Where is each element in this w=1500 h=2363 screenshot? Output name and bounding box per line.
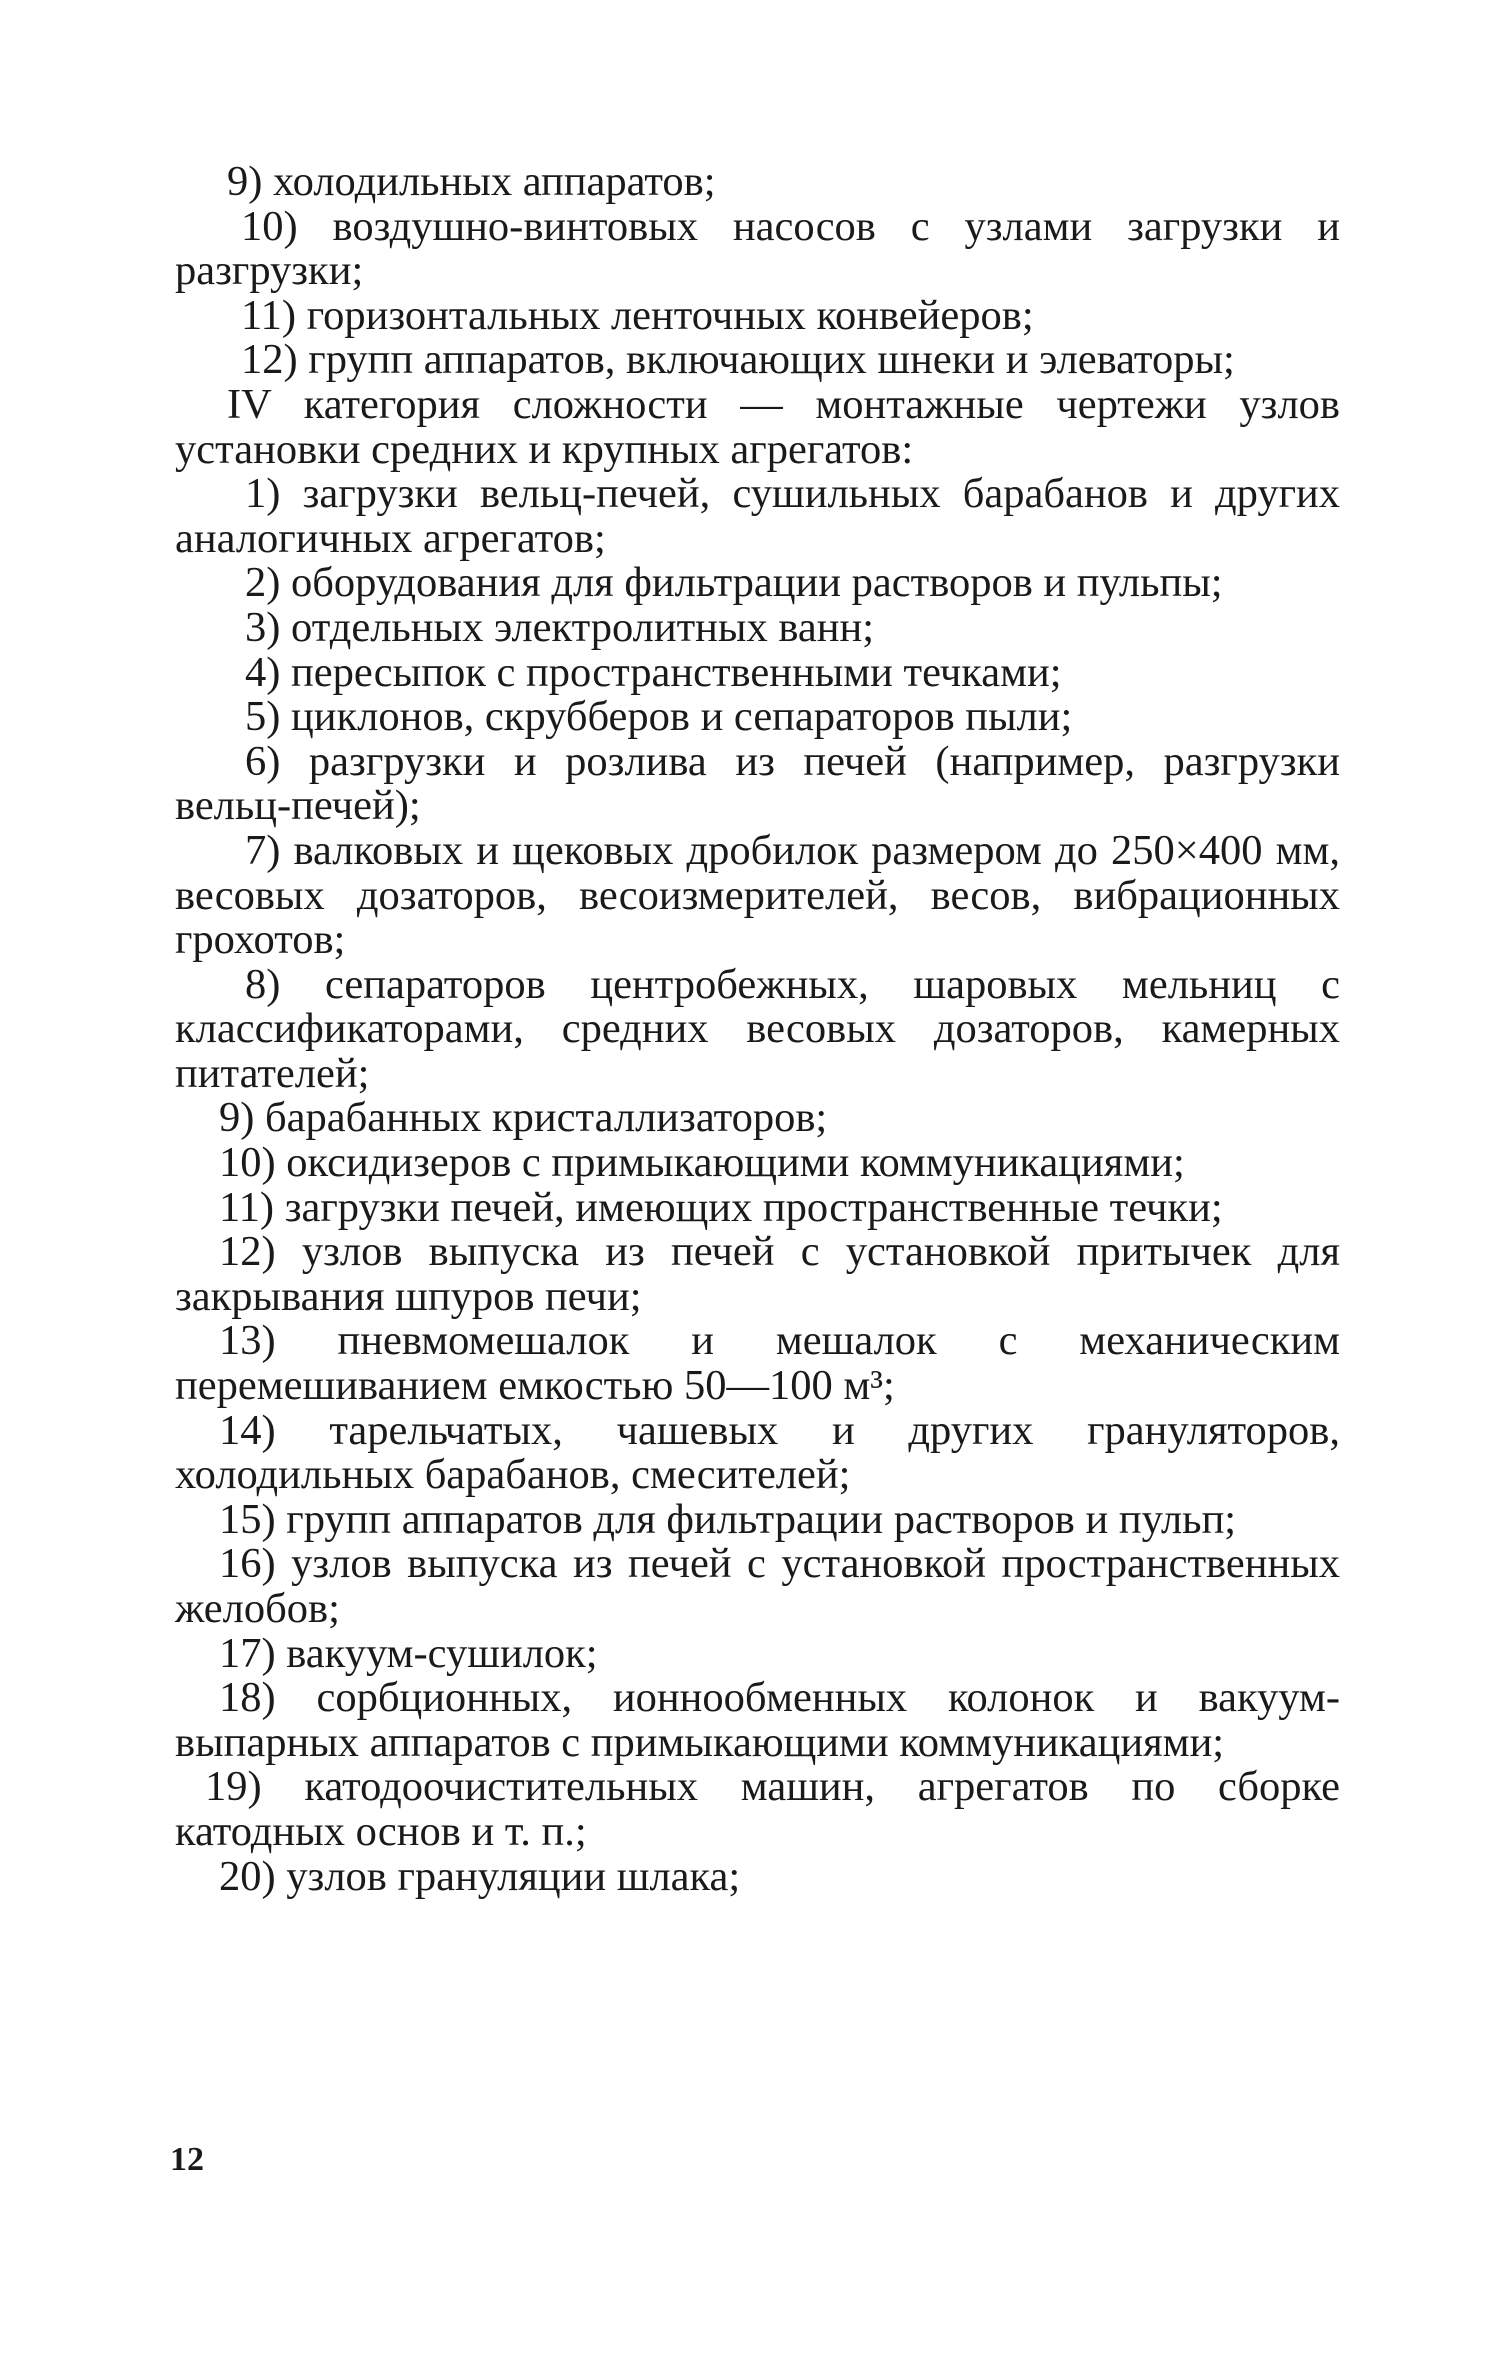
page-number: 12 (170, 2141, 204, 2178)
list-item: 16) узлов выпуска из печей с установкой пространственных желобов; (175, 1540, 1340, 1632)
list-item: 11) загрузки печей, имеющих пространственные течки; (219, 1183, 1223, 1231)
list-item: 19) катодоочистительных машин, агрегатов по сборке катодных основ и т. п.; (175, 1763, 1340, 1855)
list-item: 20) узлов грануляции шлака; (219, 1852, 741, 1900)
list-item: 3) отдельных электролитных ванн; (245, 603, 875, 651)
list-item: 1) загрузки вельц-печей, сушильных барабанов и других аналогичных агрегатов; (175, 470, 1340, 562)
list-item: 9) холодильных аппаратов; (227, 158, 716, 205)
list-item: 8) сепараторов центробежных, шаровых мельниц с классификаторами, средних весовых дозаторов, камерных питателей; (175, 960, 1340, 1097)
list-item: 6) разгрузки и розлива из печей (например, разгрузки вельц-печей); (175, 737, 1340, 830)
list-item: 2) оборудования для фильтрации растворов и пульпы; (245, 559, 1223, 607)
list-item: 10) оксидизеров с примыкающими коммуникациями; (219, 1139, 1185, 1187)
list-item: 18) сорбционных, ионнообменных колонок и вакуум-выпарных аппаратов с примыкающими коммуникациями; (175, 1674, 1340, 1766)
list-item: 7) валковых и щековых дробилок размером до 250×400 мм, весовых дозаторов, весоизмерителей, весов, вибрационных грохотов; (175, 826, 1340, 964)
list-item: 11) горизонтальных ленточных конвейеров; (241, 291, 1034, 339)
list-item: 15) групп аппаратов для фильтрации растворов и пульп; (219, 1495, 1237, 1543)
page-body (175, 160, 1340, 1899)
list-item: 5) циклонов, скрубберов и сепараторов пыли; (245, 693, 1073, 741)
list-item: 14) тарельчатых, чашевых и других грануляторов, холодильных барабанов, смесителей; (175, 1406, 1340, 1499)
list-item: 13) пневмомешалок и мешалок с механическим перемешиванием емкостью 50—100 м³; (175, 1317, 1340, 1410)
list-item: 17) вакуум-сушилок; (219, 1629, 598, 1677)
list-item: 9) барабанных кристаллизаторов; (219, 1094, 828, 1142)
list-item: 10) воздушно-винтовых насосов с узлами загрузки и разгрузки; (175, 202, 1340, 295)
category-heading: IV категория сложности — монтажные чертежи узлов установки средних и крупных агрегатов: (175, 380, 1340, 473)
list-item: 12) узлов выпуска из печей с установкой притычек для закрывания шпуров печи; (175, 1228, 1340, 1320)
list-item: 12) групп аппаратов, включающих шнеки и элеваторы; (241, 336, 1235, 384)
list-item: 4) пересыпок с пространственными течками; (245, 648, 1062, 696)
